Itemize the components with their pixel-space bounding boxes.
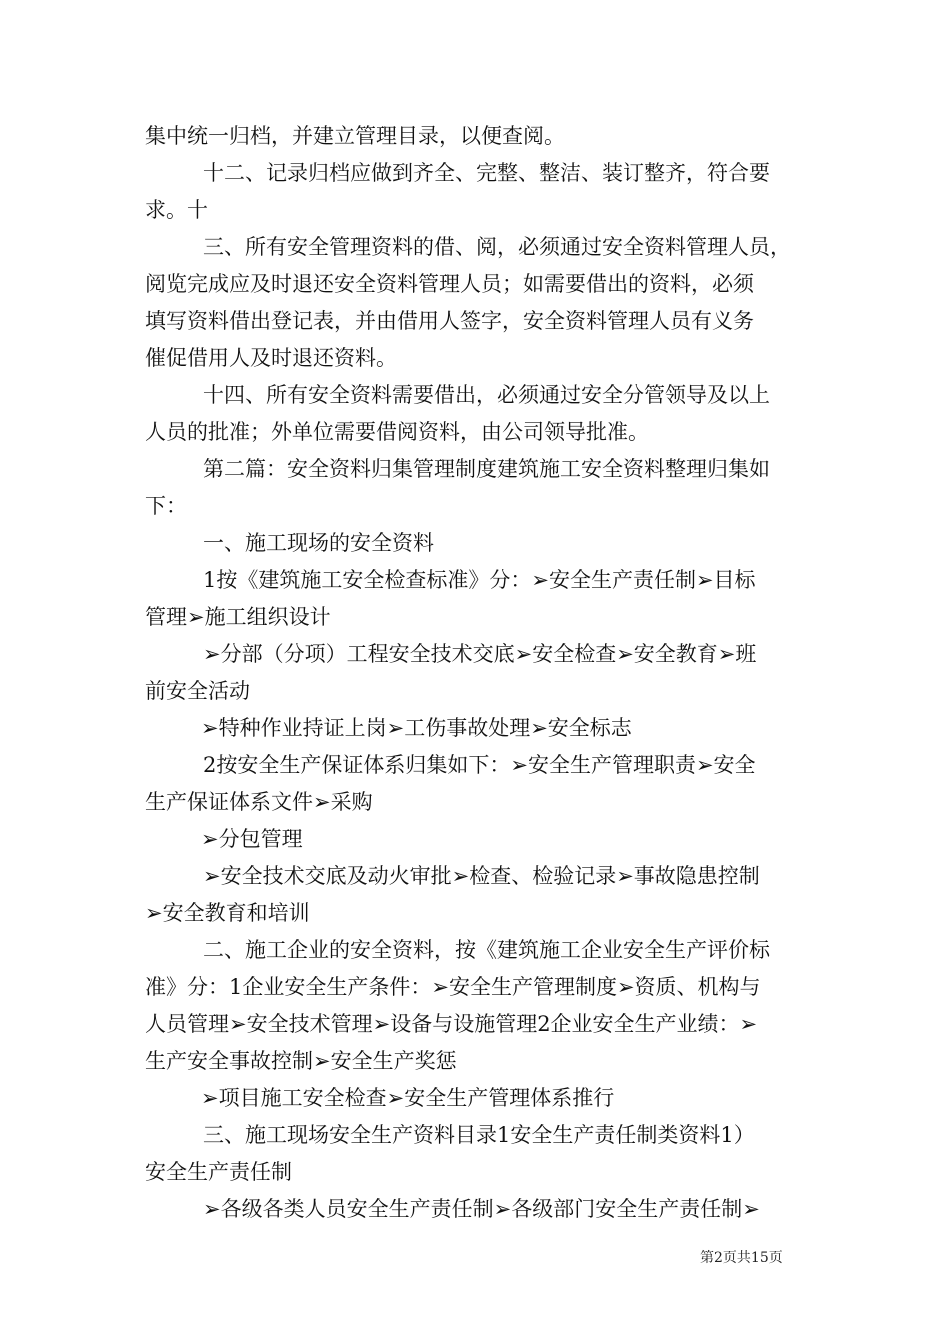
text-line: 三、所有安全管理资料的借、阅，必须通过安全资料管理人员， xyxy=(203,235,791,259)
text-line: 十四、所有安全资料需要借出，必须通过安全分管领导及以上 xyxy=(203,383,770,407)
section-heading: 第二篇：安全资料归集管理制度建筑施工安全资料整理归集如 xyxy=(203,457,770,481)
subsection-heading: 二、施工企业的安全资料，按《建筑施工企业安全生产评价标 xyxy=(203,938,770,962)
text-line: ➢安全教育和培训 xyxy=(145,901,310,925)
text-line: 生产保证体系文件➢采购 xyxy=(145,790,373,814)
text-line: 催促借用人及时退还资料。 xyxy=(145,346,397,370)
text-line: 十二、记录归档应做到齐全、完整、整洁、装订整齐，符合要 xyxy=(203,161,770,185)
text-line: 人员的批准；外单位需要借阅资料，由公司领导批准。 xyxy=(145,420,649,444)
text-line: 1按《建筑施工安全检查标准》分：➢安全生产责任制➢目标 xyxy=(203,568,756,592)
text-line: ➢分包管理 xyxy=(201,827,303,851)
text-line: 阅览完成应及时退还安全资料管理人员；如需要借出的资料，必须 xyxy=(145,272,754,296)
document-body xyxy=(145,118,810,1228)
text-line: 管理➢施工组织设计 xyxy=(145,605,331,629)
text-line: ➢项目施工安全检查➢安全生产管理体系推行 xyxy=(201,1086,615,1110)
text-line: 2按安全生产保证体系归集如下：➢安全生产管理职责➢安全 xyxy=(203,753,756,777)
page-number: 第2页共15页 xyxy=(700,1250,783,1266)
text-line: 求。十 xyxy=(145,198,208,222)
text-line: 集中统一归档，并建立管理目录，以便查阅。 xyxy=(145,124,565,148)
text-line: 前安全活动 xyxy=(145,679,250,703)
text-line: ➢安全技术交底及动火审批➢检查、检验记录➢事故隐患控制 xyxy=(203,864,760,888)
text-line: 下： xyxy=(145,494,187,518)
text-line: 填写资料借出登记表，并由借用人签字，安全资料管理人员有义务 xyxy=(145,309,754,333)
text-line: 生产安全事故控制➢安全生产奖惩 xyxy=(145,1049,457,1073)
text-line: ➢各级各类人员安全生产责任制➢各级部门安全生产责任制➢ xyxy=(203,1197,760,1221)
text-line: 准》分：1企业安全生产条件：➢安全生产管理制度➢资质、机构与 xyxy=(145,975,761,999)
text-line: ➢特种作业持证上岗➢工伤事故处理➢安全标志 xyxy=(201,716,632,740)
subsection-heading: 三、施工现场安全生产资料目录1安全生产责任制类资料1） xyxy=(203,1123,755,1147)
text-line: 安全生产责任制 xyxy=(145,1160,292,1184)
text-line: 人员管理➢安全技术管理➢设备与设施管理2企业安全生产业绩：➢ xyxy=(145,1012,758,1036)
subsection-heading: 一、施工现场的安全资料 xyxy=(203,531,434,555)
text-line: ➢分部（分项）工程安全技术交底➢安全检查➢安全教育➢班 xyxy=(203,642,757,666)
